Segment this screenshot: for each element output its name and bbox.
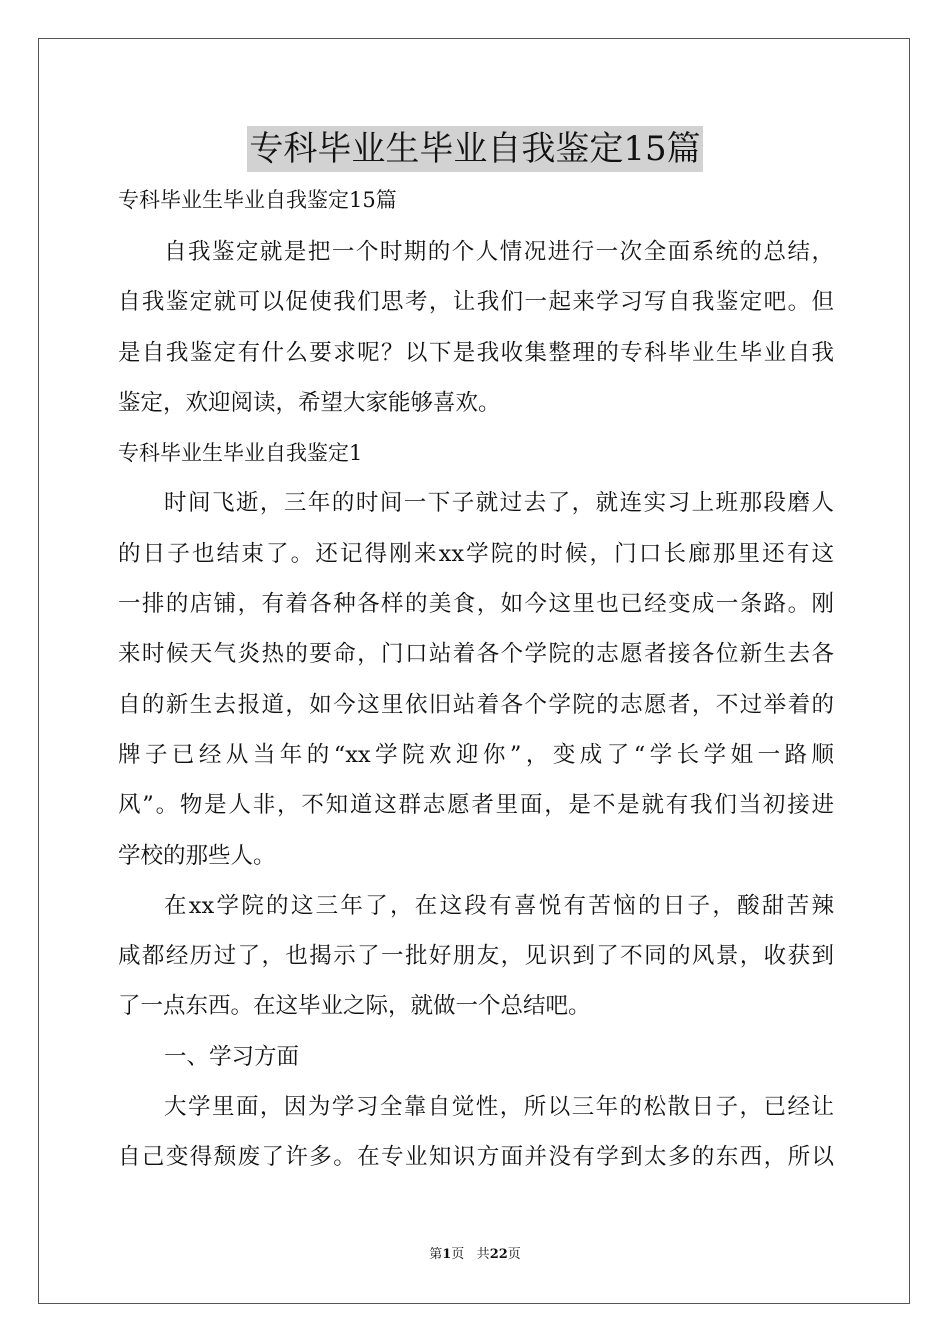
total-pages: 22 xyxy=(489,1247,508,1262)
page-number: 1 xyxy=(442,1247,452,1262)
text-line: 一、学习方面 xyxy=(164,1043,300,1070)
text-line: 自我鉴定就可以促使我们思考，让我们一起来学习写自我鉴定吧。但 xyxy=(118,289,834,316)
page-label-prefix: 第 xyxy=(429,1247,443,1262)
text-line: 自我鉴定就是把一个时期的个人情况进行一次全面系统的总结， xyxy=(164,239,834,265)
total-label-prefix: 共 xyxy=(476,1247,490,1262)
text-line: 来时候天气炎热的要命，门口站着各个学院的志愿者接各位新生去各 xyxy=(118,641,834,668)
text-line: 自的新生去报道，如今这里依旧站着各个学院的志愿者，不过举着的 xyxy=(118,691,834,718)
title-container xyxy=(0,126,950,172)
text-line: 学校的那些人。 xyxy=(118,842,276,869)
text-line: 鉴定，欢迎阅读，希望大家能够喜欢。 xyxy=(118,389,501,416)
text-line: 大学里面，因为学习全靠自觉性，所以三年的松散日子，已经让 xyxy=(164,1094,834,1121)
text-line: 专科毕业生毕业自我鉴定1 xyxy=(118,441,363,466)
document-title: 专科毕业生毕业自我鉴定15篇 xyxy=(247,126,702,172)
text-line: 时间飞逝，三年的时间一下子就过去了，就连实习上班那段磨人 xyxy=(164,490,834,517)
page-footer xyxy=(0,1245,950,1265)
text-line: 的日子也结束了。还记得刚来xx学院的时候，门口长廊那里还有这 xyxy=(118,540,834,567)
document-subtitle: 专科毕业生毕业自我鉴定15篇 xyxy=(118,188,397,212)
text-line: 牌子已经从当年的“xx学院欢迎你”，变成了“学长学姐一路顺 xyxy=(118,741,834,768)
text-line: 自己变得颓废了许多。在专业知识方面并没有学到太多的东西，所以 xyxy=(118,1144,834,1171)
text-line: 一排的店铺，有着各种各样的美食，如今这里也已经变成一条路。刚 xyxy=(118,591,834,618)
text-line: 风”。物是人非，不知道这群志愿者里面，是不是就有我们当初接进 xyxy=(118,792,834,819)
page-label-suffix: 页 xyxy=(451,1247,465,1262)
text-line: 咸都经历过了，也揭示了一批好朋友，见识到了不同的风景，收获到 xyxy=(118,943,834,970)
total-label-suffix: 页 xyxy=(507,1247,521,1262)
document-body xyxy=(118,227,834,1183)
text-line: 了一点东西。在这毕业之际，就做一个总结吧。 xyxy=(118,993,591,1020)
text-line: 是自我鉴定有什么要求呢？以下是我收集整理的专科毕业生毕业自我 xyxy=(118,339,834,366)
text-line: 在xx学院的这三年了，在这段有喜悦有苦恼的日子，酸甜苦辣 xyxy=(164,892,834,919)
